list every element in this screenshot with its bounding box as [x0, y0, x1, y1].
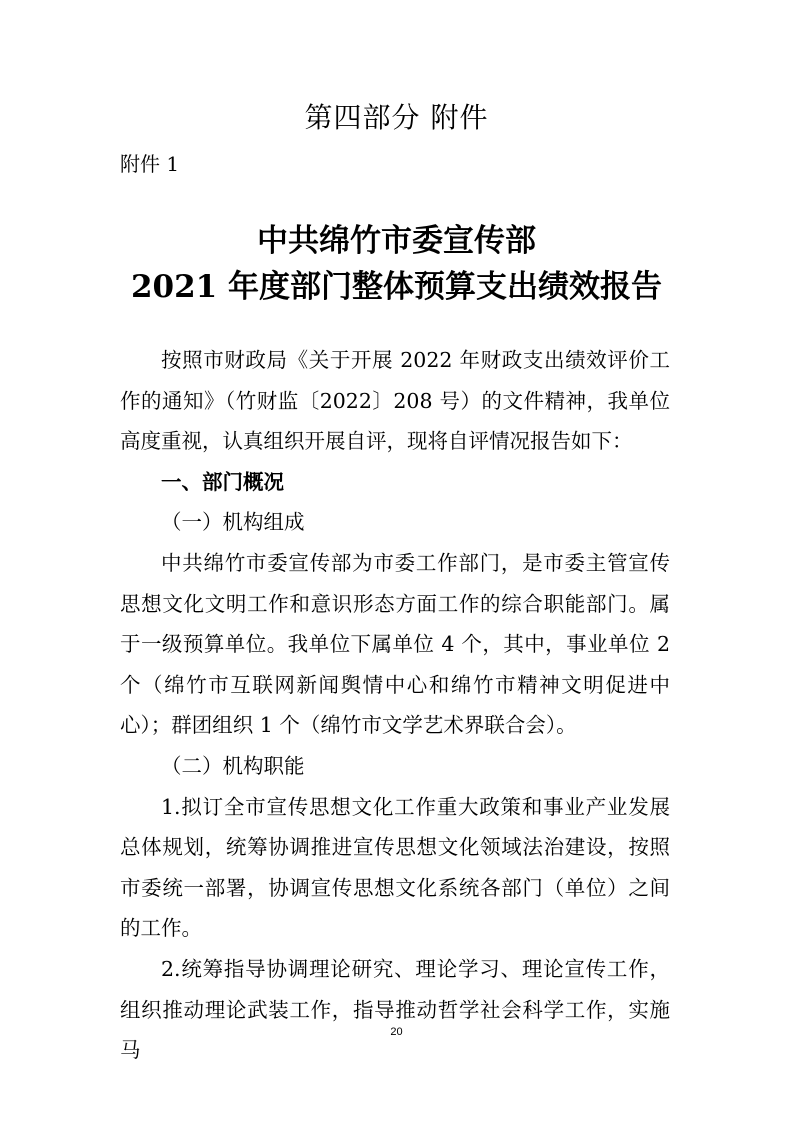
report-title: [0, 218, 793, 310]
organization-paragraph: 中共绵竹市委宣传部为市委工作部门，是市委主管宣传思想文化文明工作和意识形态方面工作的综合职能部门。属于一级预算单位。我单位下属单位 4 个，其中，事业单位 2 个（绵竹市互联网新闻舆情中心和绵竹市精神文明促进中心）；群团组织 1 个（绵竹市文学艺术界联合会）。: [120, 550, 670, 738]
report-title-line-1: 中共绵竹市委宣传部: [257, 223, 536, 259]
page-number: 20: [390, 1026, 403, 1038]
intro-paragraph: 按照市财政局《关于开展 2022 年财政支出绩效评价工作的通知》（竹财监〔2022〕208 号）的文件精神，我单位高度重视，认真组织开展自评，现将自评情况报告如下：: [120, 348, 670, 454]
function-item-2: 2.统筹指导协调理论研究、理论学习、理论宣传工作，组织推动理论武装工作，指导推动哲学社会科学工作，实施马: [120, 956, 670, 1063]
report-title-line-2: 2021 年度部门整体预算支出绩效报告: [130, 269, 663, 305]
subsection-heading-functions: （二）机构职能: [161, 753, 305, 778]
section-heading-department-overview: 一、部门概况: [161, 469, 284, 494]
report-body: [120, 340, 670, 1071]
function-item-1: 1.拟订全市宣传思想文化工作重大政策和事业产业发展总体规划，统筹协调推进宣传思想文化领域法治建设，按照市委统一部署，协调宣传思想文化系统各部门（单位）之间的工作。: [120, 794, 670, 941]
part-title: 第四部分 附件: [304, 101, 489, 134]
attachment-label: 附件 1: [120, 152, 180, 176]
subsection-heading-organization: （一）机构组成: [161, 510, 305, 535]
